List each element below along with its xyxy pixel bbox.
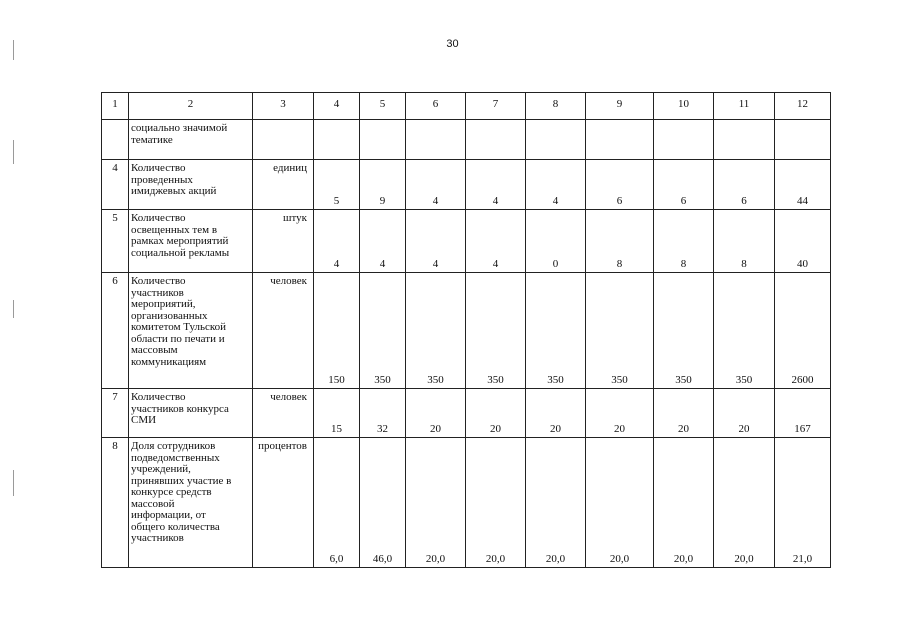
indicator-name-line: СМИ: [131, 414, 157, 426]
value-cell: 15: [314, 389, 360, 438]
value-cell: 6: [654, 160, 714, 210]
value-cell: [586, 120, 654, 160]
value-cell: 167: [775, 389, 831, 438]
margin-scan-mark: [13, 300, 14, 318]
indicator-name-line: Количество: [131, 275, 186, 287]
value-cell: [775, 120, 831, 160]
value-cell: [714, 120, 775, 160]
indicator-name-line: общего количества: [131, 520, 220, 533]
table-row: [102, 438, 831, 568]
value-cell: 20,0: [406, 438, 466, 568]
value-cell: 40: [775, 210, 831, 273]
column-number-cell: 9: [586, 93, 654, 120]
indicator-name-cell: [129, 160, 253, 210]
table-row: [102, 160, 831, 210]
indicator-name-line: Количество: [131, 162, 186, 174]
value-cell: 8: [586, 210, 654, 273]
value-cell: [360, 120, 406, 160]
table-header-row: [102, 93, 831, 120]
column-number-cell: 3: [253, 93, 314, 120]
value-cell: 20: [526, 389, 586, 438]
value-cell: 8: [654, 210, 714, 273]
row-number-cell: 5: [102, 210, 129, 273]
indicator-name-line: участников: [131, 286, 184, 299]
indicator-name-line: Количество: [131, 212, 186, 224]
column-number-cell: 10: [654, 93, 714, 120]
indicator-name-line: массовой: [131, 497, 175, 510]
column-number-cell: 7: [466, 93, 526, 120]
indicator-name-line: коммуникациям: [131, 355, 207, 368]
indicator-name-line: массовым: [131, 344, 178, 356]
indicator-name-line: подведомственных: [131, 451, 220, 464]
indicator-name-line: организованных: [131, 309, 208, 322]
indicator-name-line: комитетом Тульской: [131, 321, 227, 333]
value-cell: 350: [466, 273, 526, 389]
unit-cell: штук: [253, 210, 314, 273]
indicator-name-line: Доля сотрудников: [131, 440, 216, 452]
row-number-cell: [102, 120, 129, 160]
row-number-cell: 7: [102, 389, 129, 438]
value-cell: 350: [654, 273, 714, 389]
unit-cell: процентов: [253, 438, 314, 568]
value-cell: 350: [714, 273, 775, 389]
column-number-cell: 5: [360, 93, 406, 120]
column-number-cell: 8: [526, 93, 586, 120]
value-cell: 20: [466, 389, 526, 438]
unit-cell: человек: [253, 389, 314, 438]
unit-cell: человек: [253, 273, 314, 389]
value-cell: 350: [406, 273, 466, 389]
unit-cell: [253, 120, 314, 160]
column-number-cell: 11: [714, 93, 775, 120]
indicator-name-line: мероприятий,: [131, 298, 196, 310]
value-cell: 20: [406, 389, 466, 438]
value-cell: 4: [360, 210, 406, 273]
value-cell: 6: [714, 160, 775, 210]
indicator-name-line: социально значимой: [131, 122, 228, 134]
column-number-cell: 1: [102, 93, 129, 120]
margin-scan-mark: [13, 140, 14, 164]
value-cell: 0: [526, 210, 586, 273]
table-row: [102, 120, 831, 160]
value-cell: 2600: [775, 273, 831, 389]
row-number-cell: 4: [102, 160, 129, 210]
indicator-name-line: Количество: [131, 391, 186, 403]
value-cell: [654, 120, 714, 160]
value-cell: [526, 120, 586, 160]
value-cell: 4: [466, 160, 526, 210]
value-cell: 5: [314, 160, 360, 210]
margin-scan-mark: [13, 470, 14, 496]
margin-scan-mark: [13, 40, 14, 60]
value-cell: 350: [360, 273, 406, 389]
value-cell: 20: [586, 389, 654, 438]
table-row: [102, 389, 831, 438]
value-cell: 20: [654, 389, 714, 438]
value-cell: 4: [526, 160, 586, 210]
indicator-name-line: освещенных тем в: [131, 223, 218, 236]
indicator-name-cell: [129, 273, 253, 389]
indicator-name-cell: [129, 389, 253, 438]
indicator-name-cell: [129, 438, 253, 568]
column-number-cell: 12: [775, 93, 831, 120]
value-cell: [406, 120, 466, 160]
indicator-name-line: участников конкурса: [131, 402, 229, 415]
indicator-name-line: рамках мероприятий: [131, 235, 229, 247]
value-cell: 350: [526, 273, 586, 389]
value-cell: 32: [360, 389, 406, 438]
page-number: 30: [446, 38, 459, 50]
unit-cell: единиц: [253, 160, 314, 210]
value-cell: 20,0: [714, 438, 775, 568]
indicator-name-line: информации, от: [131, 509, 206, 521]
value-cell: 4: [406, 210, 466, 273]
value-cell: 20,0: [654, 438, 714, 568]
value-cell: 6,0: [314, 438, 360, 568]
value-cell: 4: [314, 210, 360, 273]
value-cell: [314, 120, 360, 160]
indicator-name-cell: [129, 120, 253, 160]
indicator-name-cell: [129, 210, 253, 273]
row-number-cell: 8: [102, 438, 129, 568]
column-number-cell: 2: [129, 93, 253, 120]
column-number-cell: 4: [314, 93, 360, 120]
table-row: [102, 273, 831, 389]
column-number-cell: 6: [406, 93, 466, 120]
indicators-table: [101, 92, 831, 568]
indicator-name-line: участников: [131, 532, 184, 544]
indicator-name-line: конкурсе средств: [131, 486, 212, 498]
value-cell: 6: [586, 160, 654, 210]
value-cell: 9: [360, 160, 406, 210]
indicator-name-line: социальной рекламы: [131, 246, 230, 259]
value-cell: 20,0: [466, 438, 526, 568]
value-cell: 150: [314, 273, 360, 389]
value-cell: 20,0: [526, 438, 586, 568]
value-cell: 44: [775, 160, 831, 210]
row-number-cell: 6: [102, 273, 129, 389]
value-cell: 4: [466, 210, 526, 273]
indicator-name-line: проведенных: [131, 173, 193, 186]
value-cell: 46,0: [360, 438, 406, 568]
value-cell: [466, 120, 526, 160]
value-cell: 20: [714, 389, 775, 438]
indicator-name-line: тематике: [131, 133, 173, 146]
value-cell: 21,0: [775, 438, 831, 568]
table-row: [102, 210, 831, 273]
indicator-name-line: учреждений,: [131, 463, 191, 475]
indicator-name-line: имиджевых акций: [131, 185, 217, 197]
value-cell: 20,0: [586, 438, 654, 568]
value-cell: 350: [586, 273, 654, 389]
indicator-name-line: принявших участие в: [131, 474, 232, 487]
value-cell: 4: [406, 160, 466, 210]
indicator-name-line: области по печати и: [131, 332, 225, 345]
value-cell: 8: [714, 210, 775, 273]
